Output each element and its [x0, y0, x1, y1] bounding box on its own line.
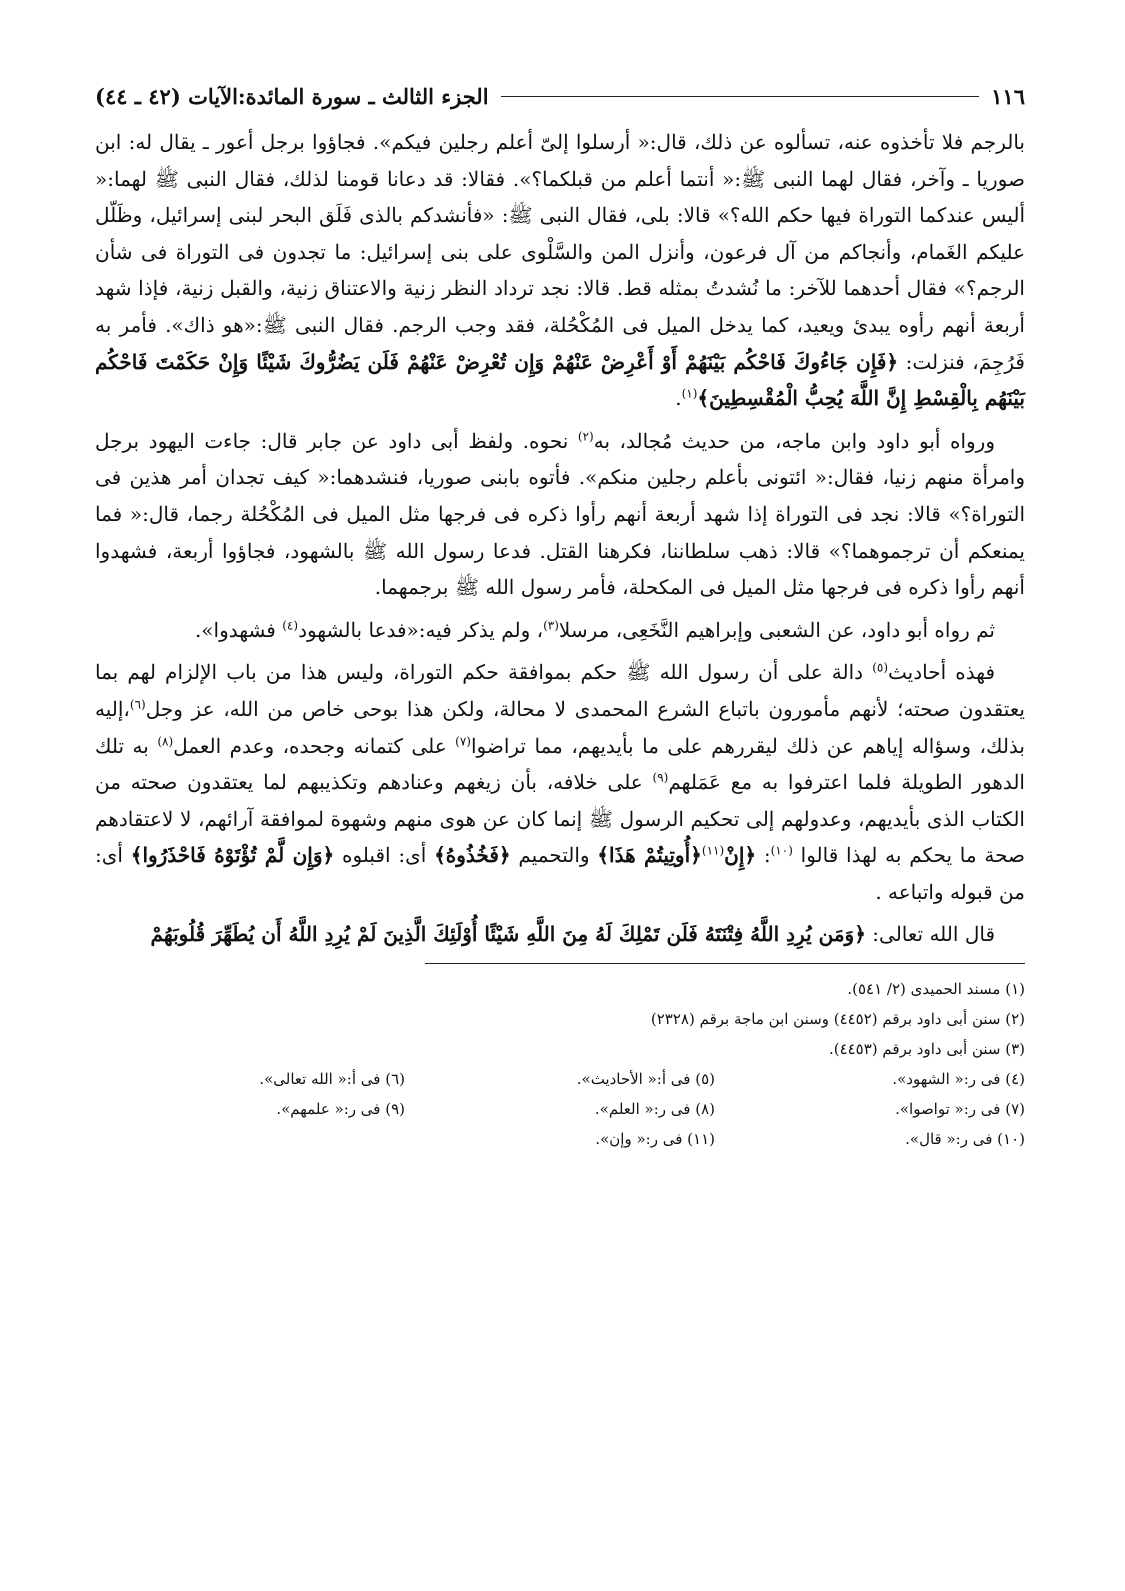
footnote-2: (٢) سنن أبى داود برقم (٤٤٥٢) وسنن ابن ماجة برقم (٢٣٢٨) — [650, 1010, 1025, 1029]
header-rule — [501, 96, 980, 97]
footnote-ref-10[interactable]: (١٠) — [770, 843, 793, 858]
text-run: بالرجم فلا تأخذوه عنه، تسألوه عن ذلك، قال:« أرسلوا إلىّ أعلم رجلين فيكم». فجاؤوا برجل أعور ـ يقال له: ابن صوريا ـ وآخر، فقال لهما النبى ﷺ:« أنتما أعلم من قبلكما؟». فقالا: قد دعانا قومنا لذلك، فقال النبى ﷺ لهما:« أليس عندكما التوراة فيها حكم الله؟» قالا: بلى، فقال النبى ﷺ: «فأنشدكم بالذى فَلَق البحر لبنى إسرائيل، وظَلّل عليكم الغَمام، وأنجاكم من آل فرعون، وأنزل المن والسَّلْوى على بنى إسرائيل: ما تجدون فى التوراة فى شأن الرجم؟» فقال أحدهما للآخر: ما نُشدتُ بمثله قط. قالا: نجد ترداد النظر زنية والاعتناق زنية، والقبل زنية، فإذا شهد أربعة أنهم رأوه يبدئ ويعيد، كما يدخل الميل فى المُكْحُلة، فقد وجب الرجم. فقال النبى ﷺ:«هو ذاك». فأمر به فَرُجِمَ، فنزلت: — [95, 130, 1025, 374]
footnote-ref-9[interactable]: (٩) — [652, 770, 669, 785]
text-run: فشهدوا». — [194, 617, 283, 642]
text-run: ، ولم يذكر فيه:«فدعا بالشهود — [298, 617, 544, 642]
footnote-ref-6[interactable]: (٦) — [129, 697, 146, 712]
text-run: على خلافه، بأن زيغهم وعنادهم وتكذيبهم لما يعتقدون صحته من الكتاب الذى بأيديهم، وعدولهم إلى تحكيم الرسول ﷺ إنما كان عن هوى منهم وشهوة لموافقة آرائهم، لا لاعتقادهم صحة ما يحكم به لهذا قالوا — [95, 770, 1025, 868]
quran-verse: ﴿أُوتِيتُمْ هَذَا﴾ — [597, 843, 702, 868]
book-page — [95, 80, 1025, 1520]
footnote-3: (٣) سنن أبى داود برقم (٤٤٥٣). — [828, 1040, 1025, 1059]
footnote-ref-2[interactable]: (٢) — [577, 429, 594, 444]
footnotes — [95, 974, 1025, 1154]
text-run: أى: اقبلوه — [334, 843, 435, 868]
footnote-10: (١٠) فى ر:« قال». — [905, 1130, 1025, 1149]
paragraph-2 — [95, 423, 1025, 606]
page-header — [95, 80, 1025, 112]
footnote-row — [95, 1124, 1025, 1154]
text-run: دالة على أن رسول الله ﷺ حكم بموافقة حكم التوراة، وليس هذا من باب الإلزام لهم بما يعتقدون صحته؛ لأنهم مأمورون باتباع الشرع المحمدى لا محالة، ولكن هذا بوحى خاص من الله، عز وجل — [95, 660, 1025, 721]
paragraph-4 — [95, 654, 1025, 910]
footnote-8: (٨) فى ر:« العلم». — [594, 1100, 715, 1119]
text-run: ثم رواه أبو داود، عن الشعبى وإبراهيم النَّخَعِى، مرسلا — [558, 617, 995, 642]
footnote-ref-1[interactable]: (١) — [681, 386, 698, 401]
main-text — [95, 124, 1025, 953]
footnote-ref-4[interactable]: (٤) — [282, 618, 299, 633]
footnote-divider — [425, 963, 1025, 964]
footnote-row — [95, 1064, 1025, 1094]
text-run: قال الله تعالى: — [865, 922, 995, 947]
quran-verse: ﴿وَمَن يُرِدِ اللَّهُ فِتْنَتَهُ فَلَن تَمْلِكَ لَهُ مِنَ اللَّهِ شَيْئًا أُوْلَئِكَ الَّذِينَ لَمْ يُرِدِ اللَّهُ أَن يُطَهِّرَ قُلُوبَهُمْ — [150, 922, 866, 947]
footnote-ref-11[interactable]: (١١) — [701, 843, 725, 858]
footnote-5: (٥) فى أ:« الأحاديث». — [576, 1070, 715, 1089]
paragraph-3 — [95, 612, 1025, 649]
running-title: الجزء الثالث ـ سورة المائدة:الآيات (٤٢ ـ ٤٤) — [95, 83, 489, 109]
text-run: . — [675, 386, 682, 411]
text-run: به تلك الدهور الطويلة فلما اعترفوا به مع عَمَلهم — [95, 733, 1025, 795]
text-run: ،إليه بذلك، وسؤاله إياهم عن ذلك ليقررهم على ما بأيديهم، مما تراضوا — [95, 696, 1026, 758]
text-run: ورواه أبو داود وابن ماجه، من حديث مُجالد، به — [593, 428, 996, 453]
quran-verse: ﴿وَإِن لَّمْ تُؤْتَوْهُ فَاحْذَرُوا﴾ — [130, 843, 335, 868]
footnote-ref-3[interactable]: (٣) — [543, 618, 559, 633]
text-run: نحوه. ولفظ أبى داود عن جابر قال: جاءت اليهود برجل وامرأة منهم زنيا، فقال:« ائتونى بأعلم رجلين منكم». فأتوه بابنى صوريا، فنشدهما:« كيف تجدان أمر هذين فى التوراة؟» قالا: نجد فى التوراة إذا شهد أربعة أنهم رأوا ذكره فى فرجها مثل الميل فى المُكْحُلة رجما، قال:« فما يمنعكم أن ترجموهما؟» قالا: ذهب سلطاننا، فكرهنا القتل. فدعا رسول الله ﷺ بالشهود، فجاؤوا أربعة، فشهدوا أنهم رأوا ذكره فى فرجها مثل الميل فى المكحلة، فأمر رسول الله ﷺ برجمهما. — [95, 428, 1025, 600]
footnote-6: (٦) فى أ:« الله تعالى». — [259, 1070, 405, 1089]
text-run: والتحميم — [510, 843, 598, 868]
quran-verse: ﴿إِنْ — [724, 843, 757, 868]
paragraph-5 — [95, 916, 1025, 953]
quran-verse: ﴿فَخُذُوهُ﴾ — [434, 843, 511, 868]
footnote-1: (١) مسند الحميدى (٢/ ٥٤١). — [847, 980, 1025, 999]
footnote-row — [95, 1094, 1025, 1124]
text-run: فهذه أحاديث — [888, 660, 996, 685]
footnote-ref-7[interactable]: (٧) — [455, 733, 471, 748]
footnote-9: (٩) فى ر:« علمهم». — [276, 1100, 405, 1119]
footnote-11: (١١) فى ر:« وإن». — [595, 1130, 715, 1149]
text-run: : — [756, 843, 771, 868]
text-run: على كتمانه وجحده، وعدم العمل — [173, 733, 456, 758]
page-number: ١١٦ — [991, 83, 1025, 109]
footnote-ref-8[interactable]: (٨) — [157, 733, 174, 748]
quran-verse: ﴿فَإِن جَاءُوكَ فَاحْكُم بَيْنَهُمْ أَوْ أَعْرِضْ عَنْهُمْ وَإِن تُعْرِضْ عَنْهُمْ فَلَن يَضُرُّوكَ شَيْئًا وَإِنْ حَكَمْتَ فَاحْكُم بَيْنَهُم بِالْقِسْطِ إِنَّ اللَّهَ يُحِبُّ الْمُقْسِطِينَ﴾ — [95, 349, 1025, 411]
footnote-ref-5[interactable]: (٥) — [872, 660, 889, 675]
footnote-7: (٧) فى ر:« تواصوا». — [895, 1100, 1025, 1119]
text-run: أى: من قبوله واتباعه . — [95, 843, 1025, 904]
paragraph-1 — [95, 124, 1025, 417]
footnote-4: (٤) فى ر:« الشهود». — [892, 1070, 1025, 1089]
